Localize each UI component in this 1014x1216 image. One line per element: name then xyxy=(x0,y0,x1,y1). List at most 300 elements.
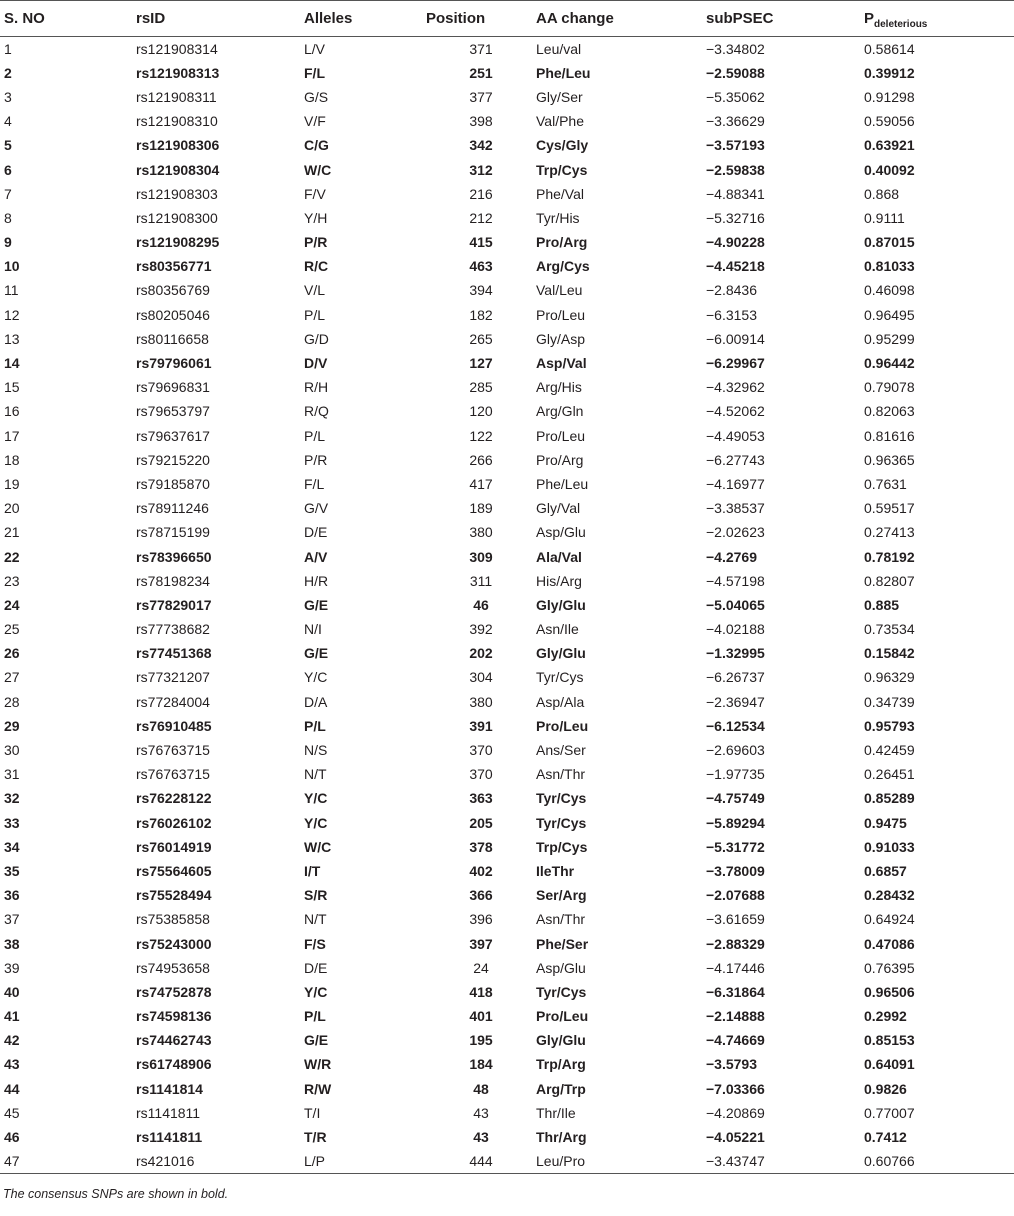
cell-p-deleterious: 0.6857 xyxy=(864,862,907,879)
cell-alleles: Y/C xyxy=(304,983,328,1000)
cell-alleles: N/S xyxy=(304,742,328,759)
cell-aa-change: Pro/Arg xyxy=(536,234,588,251)
table-row xyxy=(0,980,1014,1004)
cell-subpsec: −4.74669 xyxy=(706,1032,765,1049)
cell-p-deleterious: 0.96329 xyxy=(864,669,915,686)
cell-subpsec: −2.59838 xyxy=(706,161,765,178)
cell-alleles: N/T xyxy=(304,911,327,928)
cell-aa-change: Gly/Asp xyxy=(536,330,586,347)
cell-rsid: rs78396650 xyxy=(136,548,212,565)
table-row xyxy=(0,883,1014,907)
cell-sno: 29 xyxy=(4,717,20,734)
cell-p-deleterious: 0.47086 xyxy=(864,935,915,952)
cell-sno: 15 xyxy=(4,379,20,396)
cell-sno: 31 xyxy=(4,766,20,783)
cell-aa-change: Trp/Cys xyxy=(536,161,588,178)
table-row xyxy=(0,641,1014,665)
cell-position: 377 xyxy=(469,88,493,105)
cell-aa-change: Thr/Arg xyxy=(536,1129,587,1146)
cell-sno: 23 xyxy=(4,572,20,589)
cell-p-deleterious: 0.95793 xyxy=(864,717,915,734)
cell-alleles: G/D xyxy=(304,330,329,347)
cell-rsid: rs76763715 xyxy=(136,766,210,783)
cell-position: 394 xyxy=(469,282,493,299)
table-row xyxy=(0,931,1014,955)
cell-p-deleterious: 0.2992 xyxy=(864,1008,907,1025)
cell-sno: 41 xyxy=(4,1008,20,1025)
cell-aa-change: Trp/Arg xyxy=(536,1056,586,1073)
cell-sno: 13 xyxy=(4,330,20,347)
cell-sno: 22 xyxy=(4,548,20,565)
cell-p-deleterious: 0.40092 xyxy=(864,161,915,178)
cell-sno: 19 xyxy=(4,475,20,492)
cell-rsid: rs77738682 xyxy=(136,621,210,638)
table-row xyxy=(0,37,1014,61)
cell-p-deleterious: 0.7412 xyxy=(864,1129,907,1146)
cell-sno: 26 xyxy=(4,645,20,662)
cell-position: 444 xyxy=(426,1149,536,1173)
cell-rsid: rs74462743 xyxy=(136,1032,212,1049)
cell-p-deleterious: 0.87015 xyxy=(864,234,915,251)
cell-alleles: P/R xyxy=(304,234,328,251)
table-row xyxy=(0,956,1014,980)
cell-rsid: rs121908304 xyxy=(136,161,220,178)
cell-p-deleterious: 0.81616 xyxy=(864,427,915,444)
cell-subpsec: −2.14888 xyxy=(706,1008,765,1025)
cell-sno: 42 xyxy=(4,1032,20,1049)
cell-subpsec: −4.49053 xyxy=(706,427,765,444)
cell-alleles: D/V xyxy=(304,355,328,372)
cell-p-deleterious: 0.82063 xyxy=(864,403,915,420)
cell-position: 363 xyxy=(469,790,493,807)
cell-sno: 14 xyxy=(4,355,20,372)
cell-subpsec: −6.26737 xyxy=(706,669,765,686)
cell-sno: 24 xyxy=(4,596,20,613)
cell-subpsec: −1.32995 xyxy=(706,645,765,662)
cell-rsid: rs77284004 xyxy=(136,693,210,710)
cell-alleles: P/L xyxy=(304,306,326,323)
cell-aa-change: Tyr/His xyxy=(536,209,580,226)
cell-aa-change: Thr/Ile xyxy=(536,1104,576,1121)
cell-p-deleterious: 0.15842 xyxy=(864,645,915,662)
table-row xyxy=(0,448,1014,472)
table-row xyxy=(0,278,1014,302)
cell-sno: 8 xyxy=(4,209,12,226)
cell-subpsec: −4.45218 xyxy=(706,258,765,275)
cell-aa-change: Leu/Pro xyxy=(536,1149,706,1173)
cell-aa-change: Gly/Val xyxy=(536,500,581,517)
cell-aa-change: Tyr/Cys xyxy=(536,790,587,807)
table-row xyxy=(0,496,1014,520)
cell-p-deleterious: 0.39912 xyxy=(864,64,915,81)
cell-alleles: Y/C xyxy=(304,814,328,831)
cell-alleles: D/E xyxy=(304,959,328,976)
header-row xyxy=(0,1,1014,37)
cell-subpsec: −4.20869 xyxy=(706,1104,765,1121)
cell-subpsec: −2.69603 xyxy=(706,742,765,759)
cell-alleles: F/V xyxy=(304,185,326,202)
cell-p-deleterious: 0.59517 xyxy=(864,500,915,517)
cell-rsid: rs121908303 xyxy=(136,185,218,202)
cell-p-deleterious: 0.91033 xyxy=(864,838,915,855)
cell-sno: 39 xyxy=(4,959,20,976)
cell-rsid: rs80356769 xyxy=(136,282,210,299)
cell-alleles: R/W xyxy=(304,1080,332,1097)
cell-alleles: R/H xyxy=(304,379,329,396)
cell-position: 216 xyxy=(469,185,493,202)
cell-subpsec: −6.00914 xyxy=(706,330,765,347)
table-row xyxy=(0,375,1014,399)
cell-subpsec: −2.07688 xyxy=(706,887,765,904)
cell-position: 265 xyxy=(469,330,493,347)
cell-position: 251 xyxy=(469,64,493,81)
cell-position: 120 xyxy=(469,403,493,420)
cell-p-deleterious: 0.9111 xyxy=(864,209,905,226)
cell-rsid: rs61748906 xyxy=(136,1056,212,1073)
cell-subpsec: −2.59088 xyxy=(706,64,765,81)
cell-alleles: P/L xyxy=(304,427,326,444)
cell-sno: 5 xyxy=(4,137,12,154)
cell-aa-change: Phe/Val xyxy=(536,185,584,202)
header-rsid: rsID xyxy=(136,1,304,37)
cell-sno: 27 xyxy=(4,669,20,686)
cell-alleles: D/E xyxy=(304,524,328,541)
cell-subpsec: −6.29967 xyxy=(706,355,765,372)
cell-subpsec: −3.34802 xyxy=(706,40,765,57)
cell-p-deleterious: 0.7631 xyxy=(864,475,907,492)
cell-alleles: L/P xyxy=(304,1149,426,1173)
cell-p-deleterious: 0.82807 xyxy=(864,572,915,589)
table-row xyxy=(0,907,1014,931)
cell-alleles: G/E xyxy=(304,645,329,662)
cell-subpsec: −6.27743 xyxy=(706,451,765,468)
header-aa-change: AA change xyxy=(536,1,706,37)
cell-aa-change: Trp/Cys xyxy=(536,838,588,855)
cell-alleles: P/R xyxy=(304,451,328,468)
cell-sno: 30 xyxy=(4,742,20,759)
cell-aa-change: Arg/Gln xyxy=(536,403,584,420)
cell-alleles: G/S xyxy=(304,88,329,105)
cell-position: 401 xyxy=(469,1008,493,1025)
cell-p-deleterious: 0.96495 xyxy=(864,306,915,323)
cell-p-deleterious: 0.868 xyxy=(864,185,900,202)
cell-rsid: rs77829017 xyxy=(136,596,212,613)
cell-p-deleterious: 0.96506 xyxy=(864,983,915,1000)
table-row xyxy=(0,835,1014,859)
cell-position: 285 xyxy=(469,379,493,396)
cell-position: 415 xyxy=(469,234,493,251)
cell-subpsec: −2.8436 xyxy=(706,282,757,299)
cell-rsid: rs78715199 xyxy=(136,524,210,541)
cell-aa-change: Val/Phe xyxy=(536,113,584,130)
cell-aa-change: Arg/His xyxy=(536,379,582,396)
cell-rsid: rs76763715 xyxy=(136,742,210,759)
cell-rsid: rs121908310 xyxy=(136,113,218,130)
cell-alleles: T/I xyxy=(304,1104,321,1121)
cell-alleles: I/T xyxy=(304,862,321,879)
cell-sno: 18 xyxy=(4,451,20,468)
cell-sno: 32 xyxy=(4,790,20,807)
cell-position: 398 xyxy=(469,113,493,130)
cell-rsid: rs76228122 xyxy=(136,790,212,807)
cell-subpsec: −7.03366 xyxy=(706,1080,765,1097)
header-p-main: P xyxy=(864,10,875,27)
cell-position: 202 xyxy=(469,645,493,662)
cell-rsid: rs74752878 xyxy=(136,983,212,1000)
cell-rsid: rs79185870 xyxy=(136,475,210,492)
cell-position: 266 xyxy=(469,451,493,468)
cell-subpsec: −3.57193 xyxy=(706,137,765,154)
cell-alleles: P/L xyxy=(304,1008,326,1025)
header-position: Position xyxy=(426,1,536,37)
cell-p-deleterious: 0.77007 xyxy=(864,1104,915,1121)
cell-alleles: D/A xyxy=(304,693,328,710)
cell-rsid: rs78198234 xyxy=(136,572,210,589)
header-p-deleterious xyxy=(864,1,1014,37)
cell-rsid: rs1141811 xyxy=(136,1129,203,1146)
cell-rsid: rs77451368 xyxy=(136,645,212,662)
cell-p-deleterious: 0.91298 xyxy=(864,88,915,105)
table-row xyxy=(0,303,1014,327)
cell-subpsec: −4.2769 xyxy=(706,548,757,565)
cell-aa-change: Ala/Val xyxy=(536,548,582,565)
table-row xyxy=(0,61,1014,85)
cell-alleles: W/C xyxy=(304,838,332,855)
cell-alleles: C/G xyxy=(304,137,329,154)
cell-sno: 35 xyxy=(4,862,20,879)
header-sno: S. NO xyxy=(0,1,136,37)
cell-p-deleterious: 0.46098 xyxy=(864,282,915,299)
cell-position: 396 xyxy=(469,911,493,928)
cell-aa-change: Gly/Glu xyxy=(536,1032,586,1049)
cell-subpsec: −6.12534 xyxy=(706,717,765,734)
cell-aa-change: Pro/Leu xyxy=(536,1008,589,1025)
cell-aa-change: Asp/Glu xyxy=(536,524,586,541)
cell-sno: 12 xyxy=(4,306,20,323)
cell-sno: 11 xyxy=(4,282,19,299)
cell-aa-change: Ans/Ser xyxy=(536,742,586,759)
table-row xyxy=(0,544,1014,568)
table-row xyxy=(0,254,1014,278)
cell-sno: 25 xyxy=(4,621,20,638)
cell-rsid: rs79796061 xyxy=(136,355,212,372)
cell-aa-change: Pro/Leu xyxy=(536,427,586,444)
cell-subpsec: −2.36947 xyxy=(706,693,765,710)
cell-p-deleterious: 0.85289 xyxy=(864,790,915,807)
cell-sno: 36 xyxy=(4,887,20,904)
cell-sno: 43 xyxy=(4,1056,20,1073)
cell-sno: 40 xyxy=(4,983,20,1000)
table-row xyxy=(0,182,1014,206)
cell-aa-change: Ser/Arg xyxy=(536,887,587,904)
cell-alleles: F/S xyxy=(304,935,326,952)
table-row xyxy=(0,230,1014,254)
cell-sno: 33 xyxy=(4,814,20,831)
cell-subpsec: −4.52062 xyxy=(706,403,765,420)
cell-subpsec: −5.31772 xyxy=(706,838,765,855)
cell-p-deleterious: 0.85153 xyxy=(864,1032,915,1049)
cell-p-deleterious: 0.34739 xyxy=(864,693,915,710)
header-subpsec: subPSEC xyxy=(706,1,864,37)
cell-subpsec: −6.3153 xyxy=(706,306,757,323)
cell-alleles: R/Q xyxy=(304,403,329,420)
cell-subpsec: −3.78009 xyxy=(706,862,765,879)
cell-rsid: rs75528494 xyxy=(136,887,212,904)
cell-subpsec: −4.90228 xyxy=(706,234,765,251)
cell-alleles: Y/C xyxy=(304,790,328,807)
cell-sno: 47 xyxy=(0,1149,136,1173)
cell-position: 366 xyxy=(469,887,493,904)
cell-position: 46 xyxy=(473,596,489,613)
cell-aa-change: Leu/val xyxy=(536,40,582,57)
cell-sno: 10 xyxy=(4,258,20,275)
cell-p-deleterious: 0.81033 xyxy=(864,258,915,275)
cell-aa-change: Arg/Cys xyxy=(536,258,590,275)
cell-rsid: rs76026102 xyxy=(136,814,212,831)
cell-subpsec: −5.89294 xyxy=(706,814,765,831)
cell-subpsec: −5.04065 xyxy=(706,596,765,613)
cell-rsid: rs121908295 xyxy=(136,234,220,251)
cell-rsid: rs421016 xyxy=(136,1149,304,1173)
cell-subpsec: −3.43747 xyxy=(706,1149,864,1173)
cell-sno: 9 xyxy=(4,234,12,251)
cell-rsid: rs74953658 xyxy=(136,959,210,976)
cell-alleles: F/L xyxy=(304,475,325,492)
cell-rsid: rs76910485 xyxy=(136,717,212,734)
table-row xyxy=(0,1052,1014,1076)
cell-aa-change: Gly/Glu xyxy=(536,596,586,613)
cell-position: 24 xyxy=(473,959,489,976)
cell-alleles: N/T xyxy=(304,766,327,783)
cell-p-deleterious: 0.73534 xyxy=(864,621,915,638)
cell-sno: 1 xyxy=(4,40,12,57)
cell-subpsec: −4.88341 xyxy=(706,185,765,202)
cell-subpsec: −4.16977 xyxy=(706,475,765,492)
cell-sno: 34 xyxy=(4,838,20,855)
cell-subpsec: −5.35062 xyxy=(706,88,765,105)
cell-aa-change: His/Arg xyxy=(536,572,582,589)
cell-p-deleterious: 0.60766 xyxy=(864,1149,1014,1173)
table-body xyxy=(0,37,1014,1174)
cell-aa-change: Tyr/Cys xyxy=(536,983,587,1000)
cell-p-deleterious: 0.76395 xyxy=(864,959,915,976)
cell-position: 392 xyxy=(469,621,493,638)
cell-position: 195 xyxy=(469,1032,493,1049)
cell-alleles: F/L xyxy=(304,64,325,81)
cell-aa-change: Tyr/Cys xyxy=(536,814,587,831)
cell-p-deleterious: 0.58614 xyxy=(864,40,915,57)
cell-aa-change: Pro/Leu xyxy=(536,717,589,734)
table-row xyxy=(0,206,1014,230)
cell-alleles: R/C xyxy=(304,258,329,275)
cell-p-deleterious: 0.64091 xyxy=(864,1056,915,1073)
cell-aa-change: Tyr/Cys xyxy=(536,669,584,686)
cell-p-deleterious: 0.95299 xyxy=(864,330,915,347)
cell-position: 397 xyxy=(469,935,493,952)
cell-subpsec: −4.17446 xyxy=(706,959,765,976)
cell-subpsec: −4.32962 xyxy=(706,379,765,396)
cell-p-deleterious: 0.9826 xyxy=(864,1080,907,1097)
cell-p-deleterious: 0.27413 xyxy=(864,524,915,541)
table-row xyxy=(0,424,1014,448)
cell-subpsec: −3.61659 xyxy=(706,911,765,928)
cell-rsid: rs78911246 xyxy=(136,500,209,517)
cell-position: 43 xyxy=(473,1104,489,1121)
header-alleles: Alleles xyxy=(304,1,426,37)
cell-position: 43 xyxy=(473,1129,489,1146)
table-row xyxy=(0,472,1014,496)
cell-alleles: T/R xyxy=(304,1129,327,1146)
table-row xyxy=(0,665,1014,689)
footnote: The consensus SNPs are shown in bold. xyxy=(3,1186,229,1201)
cell-rsid: rs79637617 xyxy=(136,427,210,444)
table-row xyxy=(0,1028,1014,1052)
cell-alleles: W/C xyxy=(304,161,332,178)
cell-position: 309 xyxy=(469,548,493,565)
cell-sno: 44 xyxy=(4,1080,20,1097)
cell-rsid: rs79696831 xyxy=(136,379,210,396)
cell-position: 189 xyxy=(469,500,493,517)
cell-alleles: G/V xyxy=(304,500,329,517)
table-row xyxy=(0,520,1014,544)
cell-sno: 17 xyxy=(4,427,20,444)
cell-aa-change: Gly/Glu xyxy=(536,645,586,662)
table-row xyxy=(0,109,1014,133)
cell-position: 380 xyxy=(469,693,493,710)
table-row xyxy=(0,133,1014,157)
cell-aa-change: Phe/Leu xyxy=(536,64,591,81)
cell-sno: 28 xyxy=(4,693,20,710)
cell-aa-change: IleThr xyxy=(536,862,575,879)
cell-p-deleterious: 0.79078 xyxy=(864,379,915,396)
cell-position: 378 xyxy=(469,838,493,855)
cell-subpsec: −5.32716 xyxy=(706,209,765,226)
cell-sno: 21 xyxy=(4,524,20,541)
cell-rsid: rs121908300 xyxy=(136,209,218,226)
cell-rsid: rs75385858 xyxy=(136,911,210,928)
cell-p-deleterious: 0.59056 xyxy=(864,113,915,130)
cell-rsid: rs79215220 xyxy=(136,451,210,468)
cell-position: 463 xyxy=(469,258,493,275)
cell-aa-change: Asp/Val xyxy=(536,355,587,372)
cell-subpsec: −4.75749 xyxy=(706,790,765,807)
table-row xyxy=(0,1101,1014,1125)
table-row xyxy=(0,157,1014,181)
cell-sno: 45 xyxy=(4,1104,20,1121)
cell-aa-change: Asp/Glu xyxy=(536,959,586,976)
cell-aa-change: Gly/Ser xyxy=(536,88,583,105)
cell-rsid: rs75243000 xyxy=(136,935,212,952)
cell-position: 342 xyxy=(469,137,493,154)
cell-rsid: rs121908313 xyxy=(136,64,220,81)
table-row xyxy=(0,738,1014,762)
cell-aa-change: Asn/Thr xyxy=(536,766,586,783)
table-row xyxy=(0,351,1014,375)
cell-sno: 2 xyxy=(4,64,12,81)
cell-alleles: G/E xyxy=(304,1032,329,1049)
cell-rsid: rs80205046 xyxy=(136,306,210,323)
table-row xyxy=(0,617,1014,641)
table-row xyxy=(0,1149,1014,1173)
cell-alleles: Y/H xyxy=(304,209,328,226)
cell-position: 182 xyxy=(469,306,493,323)
cell-rsid: rs1141814 xyxy=(136,1080,203,1097)
cell-p-deleterious: 0.42459 xyxy=(864,742,915,759)
cell-rsid: rs77321207 xyxy=(136,669,210,686)
cell-rsid: rs79653797 xyxy=(136,403,210,420)
cell-aa-change: Pro/Arg xyxy=(536,451,584,468)
cell-subpsec: −2.88329 xyxy=(706,935,765,952)
